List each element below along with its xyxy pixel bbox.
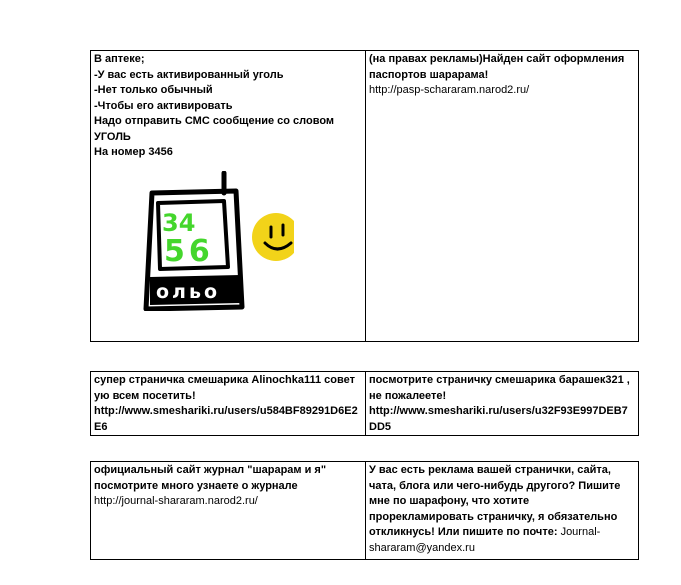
joke-line-6: УГОЛЬ — [94, 130, 131, 143]
joke-line-7: На номер 3456 — [94, 146, 173, 158]
advertise-offer-cell — [366, 462, 639, 560]
journal-ad-cell — [91, 462, 366, 560]
pharmacy-joke-cell — [91, 51, 366, 342]
joke-line-5: Надо отправить СМС сообщение со словом — [94, 115, 335, 127]
passport-ad-cell — [366, 51, 639, 342]
phone-keypad-keys: ольо — [156, 280, 221, 303]
barashek-ad-cell — [366, 372, 639, 436]
phone-screen-digits-top: 34 — [162, 208, 196, 237]
smiley-face — [252, 213, 294, 261]
alinochka-ad-link[interactable]: http://www.smeshariki.ru/users/u584BF89291D6E2E6 — [94, 405, 358, 433]
barashek-ad-text: посмотрите страничку смешарика барашек321 ,не пожалеете! — [369, 374, 630, 402]
ad-table-2 — [90, 371, 639, 436]
journal-ad-text: официальный сайт журнал "шарарам и я" посмотрите много узнаете о журнале — [94, 464, 327, 492]
ad-table-3 — [90, 461, 639, 560]
joke-line-2: -У вас есть активированный уголь — [94, 68, 284, 81]
advertise-offer-text: У вас есть реклама вашей странички, сайта, чата, блога или чего-нибудь другого? Пишите мне по шарафону, что хотите прорекламировать страничку, я обязательно откликнусь! Или пишите по почте: — [369, 464, 621, 538]
alinochka-ad-cell — [91, 372, 366, 436]
phone-drawing — [94, 171, 294, 311]
alinochka-ad-text: супер страничка смешарика Alinochka111 советую всем посетить! — [94, 374, 355, 402]
phone-screen-digits-bottom: 56 — [164, 233, 214, 269]
joke-line-3: -Нет только обычный — [94, 84, 213, 96]
ad-table-1 — [90, 50, 639, 342]
journal-ad-link[interactable]: http://journal-shararam.narod2.ru/ — [94, 495, 258, 507]
advertise-offer-email[interactable]: Journal-shararam@yandex.ru — [369, 526, 601, 554]
passport-ad-text: (на правах рекламы)Найден сайт оформления паспортов шарарама! — [369, 53, 625, 81]
joke-line-4: -Чтобы его активировать — [94, 99, 233, 112]
passport-ad-link[interactable]: http://pasp-schararam.narod2.ru/ — [369, 84, 530, 96]
barashek-ad-link[interactable]: http://www.smeshariki.ru/users/u32F93E997DEB7DD5 — [369, 405, 628, 433]
joke-line-1: В аптеке; — [94, 53, 145, 65]
